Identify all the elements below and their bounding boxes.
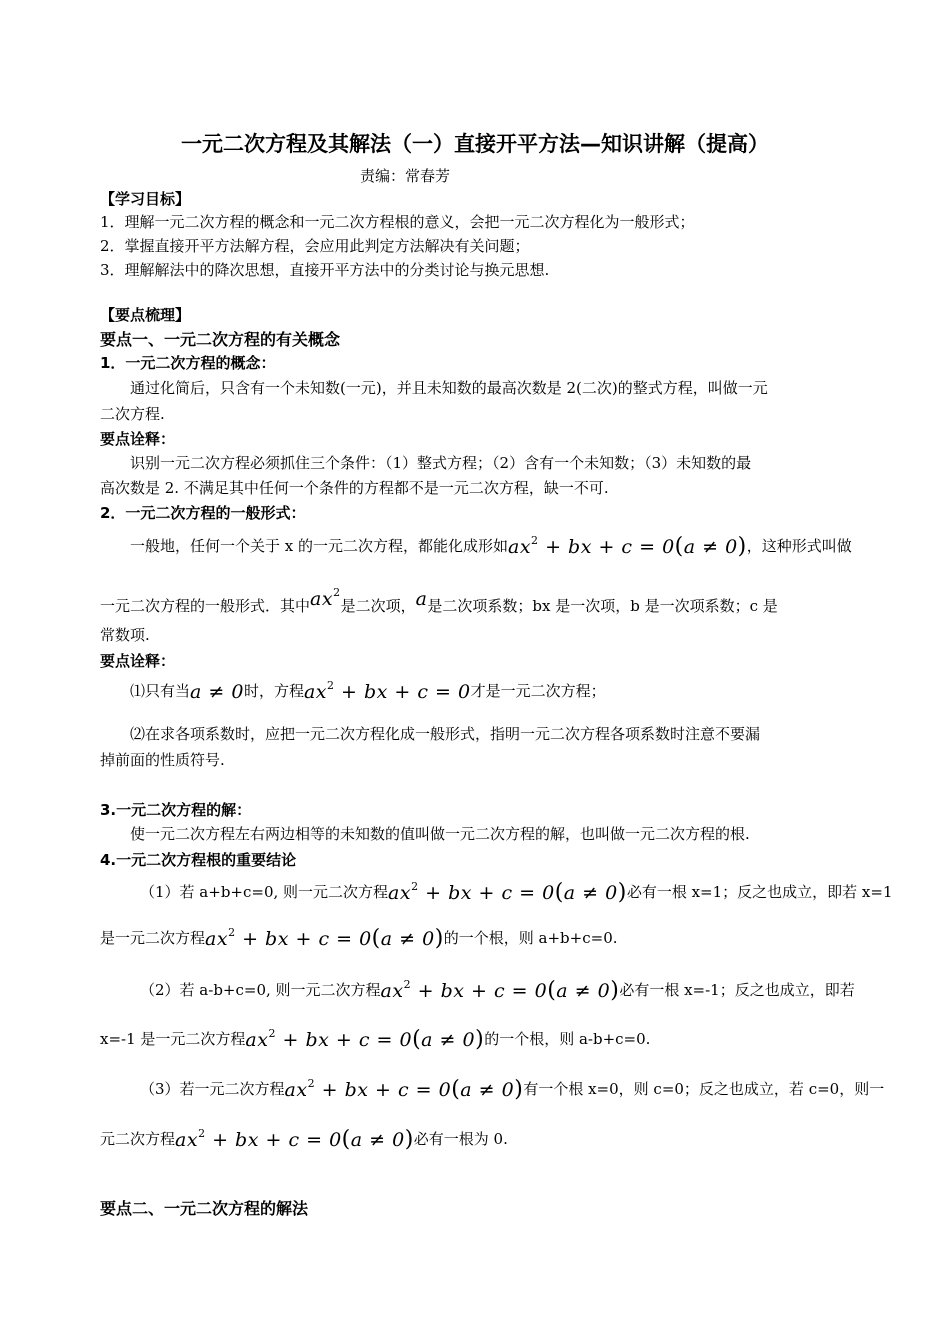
text-run: 一般地，任何一个关于 x 的一元二次方程，都能化成形如 [130,537,508,555]
note-item: 掉前面的性质符号. [100,751,225,769]
text-run: x=-1 是一元二次方程 [100,1030,246,1048]
equation-general-form: $ax^2$ + bx + c = 0(a ≠ 0) [380,978,620,1003]
section-heading-2: 要点二、一元二次方程的解法 [100,1199,309,1218]
text-run: （3）若一元二次方程 [140,1080,285,1098]
text-run: 才是一元二次方程； [470,682,606,700]
text-run: 有一个根 x=0，则 c=0；反之也成立，若 c=0，则一 [523,1080,885,1098]
concept-text: 二次方程. [100,405,165,423]
text-run: 一元二次方程的一般形式．其中 [100,597,311,615]
conclusion-item-1 [140,880,893,905]
general-form-heading: 2．一元二次方程的一般形式： [100,504,306,522]
solution-text: 使一元二次方程左右两边相等的未知数的值叫做一元二次方程的解，也叫做一元二次方程的根. [130,825,750,843]
note-text: 高次数是 2. 不满足其中任何一个条件的方程都不是一元二次方程，缺一不可. [100,479,609,497]
conclusion-item-1 [100,926,618,951]
text-run: 必有一根为 0. [413,1130,508,1148]
conclusion-item-2 [100,1027,650,1052]
general-form-text [130,534,852,559]
note-text: 识别一元二次方程必须抓住三个条件：（1）整式方程；（2）含有一个未知数；（3）未知数的最 [130,454,752,472]
text-run: 的一个根，则 a+b+c=0. [443,929,618,947]
text-run: 是一元二次方程 [100,929,206,947]
solution-heading: 3.一元二次方程的解： [100,801,252,819]
general-form-text: 常数项. [100,626,150,644]
general-form-text [100,586,778,616]
conclusion-heading: 4.一元二次方程根的重要结论 [100,851,297,869]
text-run: 元二次方程 [100,1130,176,1148]
equation-general-form: $ax^2$ + bx + c = 0(a ≠ 0) [508,534,747,559]
concept-heading: 1．一元二次方程的概念： [100,354,276,372]
note-item [130,679,606,703]
conclusion-item-2 [140,978,855,1003]
text-run: 是二次项， [340,597,416,615]
equation-general-form: $ax^2$ + bx + c = 0(a ≠ 0) [175,1127,414,1152]
equation-general-form: $ax^2$ + bx + c = 0(a ≠ 0) [245,1027,485,1052]
math-a: a [415,588,428,610]
page-title: 一元二次方程及其解法（一）直接开平方法—知识讲解（提高） [181,132,769,156]
equation-general-form: $ax^2$ + bx + c = 0(a ≠ 0) [388,880,627,905]
equation-standard: $ax^2$ + bx + c = 0 [303,679,471,703]
text-run: 的一个根，则 a-b+c=0. [484,1030,651,1048]
concept-text: 通过化简后，只含有一个未知数(一元)，并且未知数的最高次数是 2(二次)的整式方程，叫做一元 [130,379,768,397]
goal-item: 2．掌握直接开平方法解方程，会应用此判定方法解决有关问题； [100,237,530,255]
equation-a-ne-0: a ≠ 0 [190,681,244,703]
text-run: （2）若 a-b+c=0, 则一元二次方程 [140,981,381,999]
section-heading-1: 要点一、一元二次方程的有关概念 [100,330,341,349]
text-run: 是二次项系数；bx 是一次项，b 是一次项系数；c 是 [427,597,778,615]
note-heading: 要点诠释： [100,652,176,670]
goal-item: 3．理解解法中的降次思想，直接开平方法中的分类讨论与换元思想. [100,261,550,279]
text-run: 时，方程 [243,682,304,700]
math-ax2: $ax^2$ [310,586,341,610]
text-run: （1）若 a+b+c=0, 则一元二次方程 [140,883,389,901]
note-heading: 要点诠释： [100,430,176,448]
text-run: ，这种形式叫做 [746,537,852,555]
text-run: ⑴只有当 [130,682,191,700]
outline-heading: 【要点梳理】 [100,306,191,324]
conclusion-item-3 [100,1127,508,1152]
equation-general-form: $ax^2$ + bx + c = 0(a ≠ 0) [205,926,444,951]
text-run: 必有一根 x=1；反之也成立，即若 x=1 [626,883,893,901]
note-item: ⑵在求各项系数时，应把一元二次方程化成一般形式，指明一元二次方程各项系数时注意不要漏 [130,725,761,743]
goal-item: 1．理解一元二次方程的概念和一元二次方程根的意义，会把一元二次方程化为一般形式； [100,213,695,231]
goals-heading: 【学习目标】 [100,190,191,208]
equation-general-form: $ax^2$ + bx + c = 0(a ≠ 0) [284,1077,524,1102]
conclusion-item-3 [140,1077,884,1102]
editor-credit: 责编：常春芳 [360,167,451,185]
text-run: 必有一根 x=-1；反之也成立，即若 [619,981,855,999]
